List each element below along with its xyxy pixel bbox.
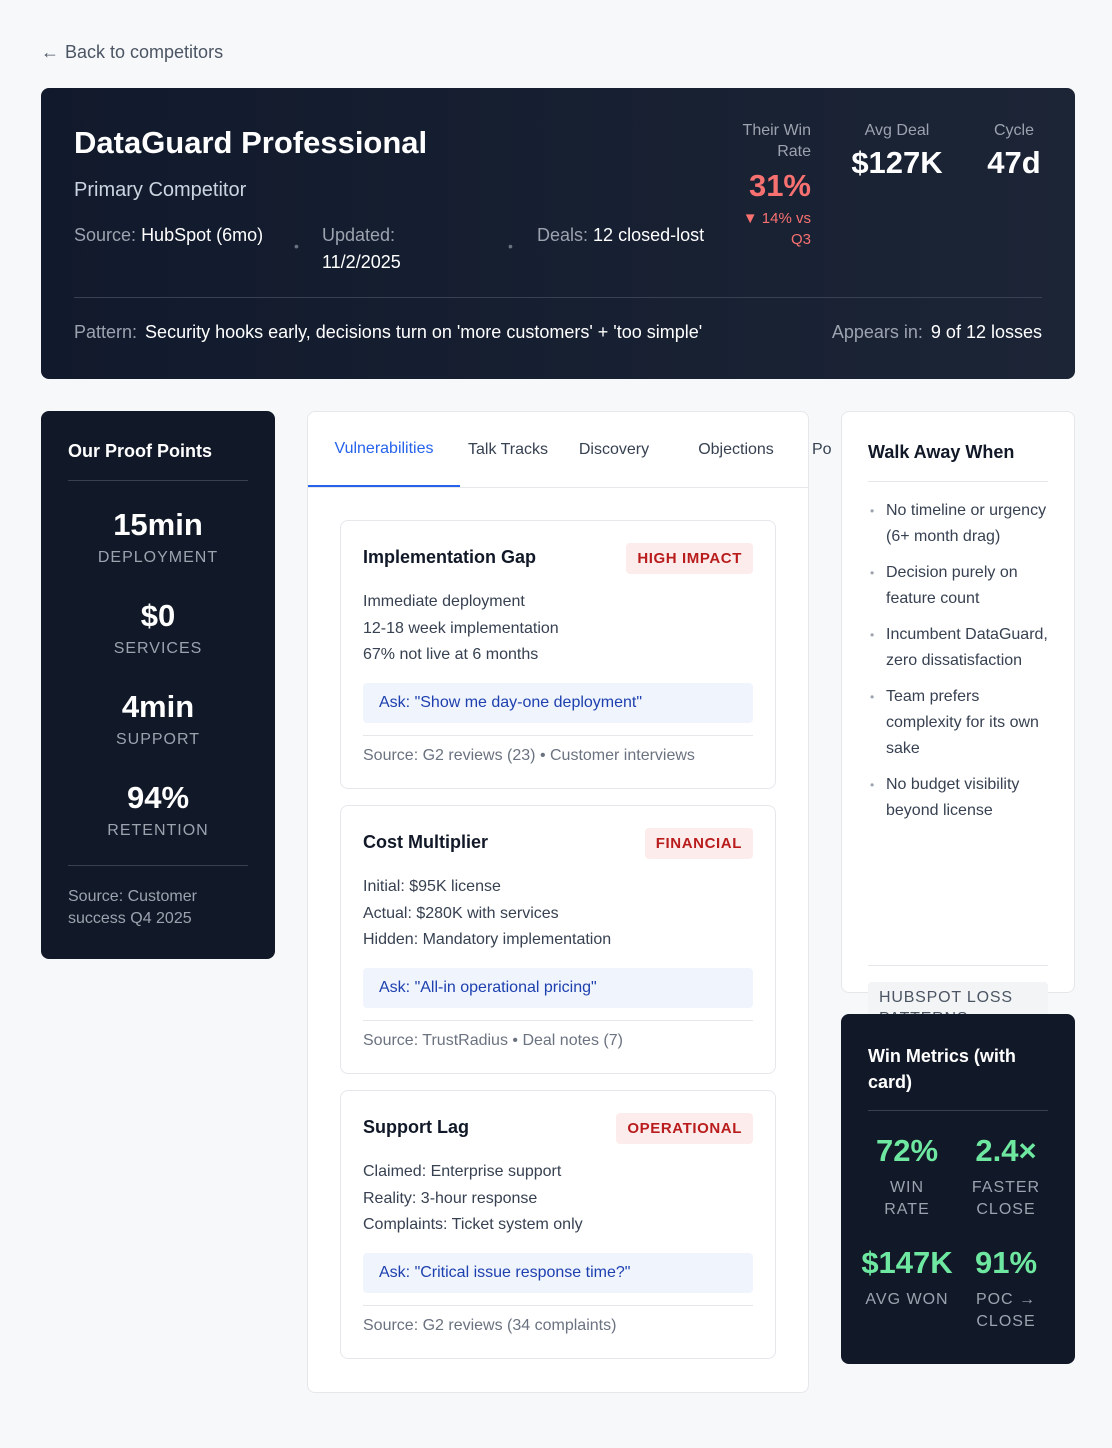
vulnerability-card xyxy=(340,1090,776,1359)
avg-deal-label: Avg Deal xyxy=(864,122,930,139)
impact-badge: HIGH IMPACT xyxy=(626,543,753,574)
bullet-icon: • xyxy=(870,778,875,792)
meta-source-label: Source: xyxy=(74,225,137,245)
win-rate-value: 31% xyxy=(748,168,811,203)
card-detail-line: Claimed: Enterprise support xyxy=(363,1163,562,1180)
bullet-icon: • xyxy=(870,504,875,518)
battlecard-main-panel xyxy=(307,411,832,1393)
meta-updated-label: Updated: xyxy=(322,225,396,245)
tab-discovery[interactable]: Discovery xyxy=(578,441,650,458)
source-tag: HUBSPOT LOSS xyxy=(868,982,1048,1034)
proof-points-title: Our Proof Points xyxy=(68,411,248,481)
card-detail-line: Complaints: Ticket system only xyxy=(363,1216,583,1233)
back-to-competitors-link[interactable] xyxy=(41,42,223,63)
pattern-label: Pattern: xyxy=(74,322,138,342)
card-source: Source: G2 reviews (34 complaints) xyxy=(363,1305,753,1358)
proof-point-label: SERVICES xyxy=(113,640,203,657)
proof-point-value: 4min xyxy=(121,689,195,724)
meta-source-value: HubSpot (6mo) xyxy=(141,225,264,245)
vulnerability-card xyxy=(340,520,776,789)
walk-away-list xyxy=(868,482,1048,966)
arrow-left-icon: ← xyxy=(41,42,59,62)
competitor-type: Primary Competitor xyxy=(74,179,247,201)
win-rate-delta: ▼ 14% vs Q3 xyxy=(742,210,811,248)
list-item xyxy=(868,498,1048,550)
ask-prompt[interactable]: Ask: "Show me day-one deployment" xyxy=(363,683,753,723)
proof-point-label: RETENTION xyxy=(107,822,209,839)
win-metric-label: WIN RATE xyxy=(884,1179,930,1218)
proof-point xyxy=(68,689,248,780)
impact-badge: OPERATIONAL xyxy=(616,1113,753,1144)
cycle-label: Cycle xyxy=(993,122,1034,139)
avg-deal-stat xyxy=(847,120,947,181)
card-detail-line: Reality: 3-hour response xyxy=(363,1189,538,1207)
win-metric-label: AVG WON xyxy=(865,1291,949,1308)
meta-updated-value: 11/2/2025 xyxy=(322,252,401,272)
card-detail-line: Immediate deployment xyxy=(363,593,525,610)
meta-source xyxy=(74,222,264,249)
win-metric-label: POC → CLOSE xyxy=(975,1291,1037,1330)
win-metric xyxy=(868,1133,946,1221)
meta-deals xyxy=(537,222,707,249)
meta-deals-label: Deals: xyxy=(537,225,589,245)
bullet-icon: • xyxy=(870,690,875,704)
list-item-text: No timeline or urgency (6+ month drag) xyxy=(886,502,1047,545)
card-details xyxy=(363,589,753,669)
list-item-text: Incumbent DataGuard, zero dissatisfaction xyxy=(886,626,1048,669)
meta-separator: • xyxy=(294,238,299,254)
card-title: Support Lag xyxy=(363,1117,469,1137)
meta-separator: • xyxy=(508,238,513,254)
win-metric xyxy=(964,1245,1048,1333)
appears-in xyxy=(832,322,1042,343)
card-detail-line: Hidden: Mandatory implementation xyxy=(363,931,612,948)
list-item-text: No budget visibility beyond license xyxy=(886,776,1020,819)
list-item xyxy=(868,684,1048,762)
ask-prompt[interactable]: Ask: "Critical issue response time?" xyxy=(363,1253,753,1293)
proof-point xyxy=(68,598,248,689)
card-detail-line: 12-18 week implementation xyxy=(363,619,559,637)
card-details xyxy=(363,874,753,954)
tab-vulnerabilities[interactable]: Vulnerabilities xyxy=(308,412,460,487)
bullet-icon: • xyxy=(870,566,875,580)
card-detail-line: Initial: $95K license xyxy=(363,878,501,895)
tab-talk-tracks[interactable]: Talk Tracks xyxy=(468,441,549,458)
card-title: Implementation Gap xyxy=(363,547,537,567)
proof-point-label: SUPPORT xyxy=(115,731,201,748)
ask-prompt[interactable]: Ask: "All-in operational pricing" xyxy=(363,968,753,1008)
proof-point-value: 15min xyxy=(113,507,203,542)
impact-badge: FINANCIAL xyxy=(645,828,753,859)
bullet-icon: • xyxy=(870,628,875,642)
list-item-text: Team prefers complexity for its own sake xyxy=(886,688,1039,757)
proof-points-panel xyxy=(41,411,275,959)
proof-point-value: $0 xyxy=(140,598,176,633)
their-win-rate-stat xyxy=(731,120,811,250)
win-metric xyxy=(860,1245,954,1311)
pattern-summary xyxy=(74,322,702,343)
win-metric-value: $147K xyxy=(861,1245,953,1280)
tab-partial[interactable]: Po xyxy=(812,441,832,458)
win-metric-value: 72% xyxy=(875,1133,939,1168)
tab-objections[interactable]: Objections xyxy=(698,441,774,458)
win-metric xyxy=(964,1133,1048,1221)
card-source: Source: TrustRadius • Deal notes (7) xyxy=(363,1020,753,1073)
card-detail-line: Actual: $280K with services xyxy=(363,904,559,922)
win-metrics-panel xyxy=(841,1014,1075,1364)
avg-deal-value: $127K xyxy=(851,145,943,180)
card-title: Cost Multiplier xyxy=(363,832,488,852)
meta-deals-value: 12 closed-lost xyxy=(593,225,705,245)
cycle-stat xyxy=(981,120,1047,181)
win-metric-value: 91% xyxy=(974,1245,1038,1280)
list-item-text: Decision purely on feature count xyxy=(886,564,1018,607)
vulnerability-card xyxy=(340,805,776,1074)
competitor-header xyxy=(41,88,1075,379)
proof-point-label: DEPLOYMENT xyxy=(97,549,219,566)
back-link-label: Back to competitors xyxy=(65,42,224,62)
walk-away-title: Walk Away When xyxy=(868,412,1048,482)
header-divider xyxy=(74,297,1042,298)
proof-point xyxy=(68,780,248,871)
pattern-value: Security hooks early, decisions turn on 'more customers' + 'too simple' xyxy=(145,322,703,342)
win-metrics-title: Win Metrics (with card) xyxy=(868,1014,1048,1111)
win-metric-label: FASTER CLOSE xyxy=(971,1179,1041,1218)
list-item xyxy=(868,772,1048,824)
proof-point-value: 94% xyxy=(126,780,190,815)
proof-points-source: Source: Customer success Q4 2025 xyxy=(68,888,197,927)
meta-updated xyxy=(322,222,472,276)
win-metric-value: 2.4× xyxy=(975,1133,1037,1168)
appears-value: 9 of 12 losses xyxy=(930,322,1042,342)
walk-away-panel xyxy=(841,411,1075,1006)
tab-bar xyxy=(308,412,832,488)
card-source: Source: G2 reviews (23) • Customer interviews xyxy=(363,735,753,788)
cycle-value: 47d xyxy=(987,145,1041,180)
list-item xyxy=(868,560,1048,612)
page-title: DataGuard Professional xyxy=(74,125,428,160)
list-item xyxy=(868,622,1048,674)
proof-point xyxy=(68,507,248,598)
card-detail-line: 67% not live at 6 months xyxy=(363,646,539,663)
card-details xyxy=(363,1159,753,1239)
win-rate-label: Their Win Rate xyxy=(742,122,811,160)
appears-label: Appears in: xyxy=(831,322,923,342)
